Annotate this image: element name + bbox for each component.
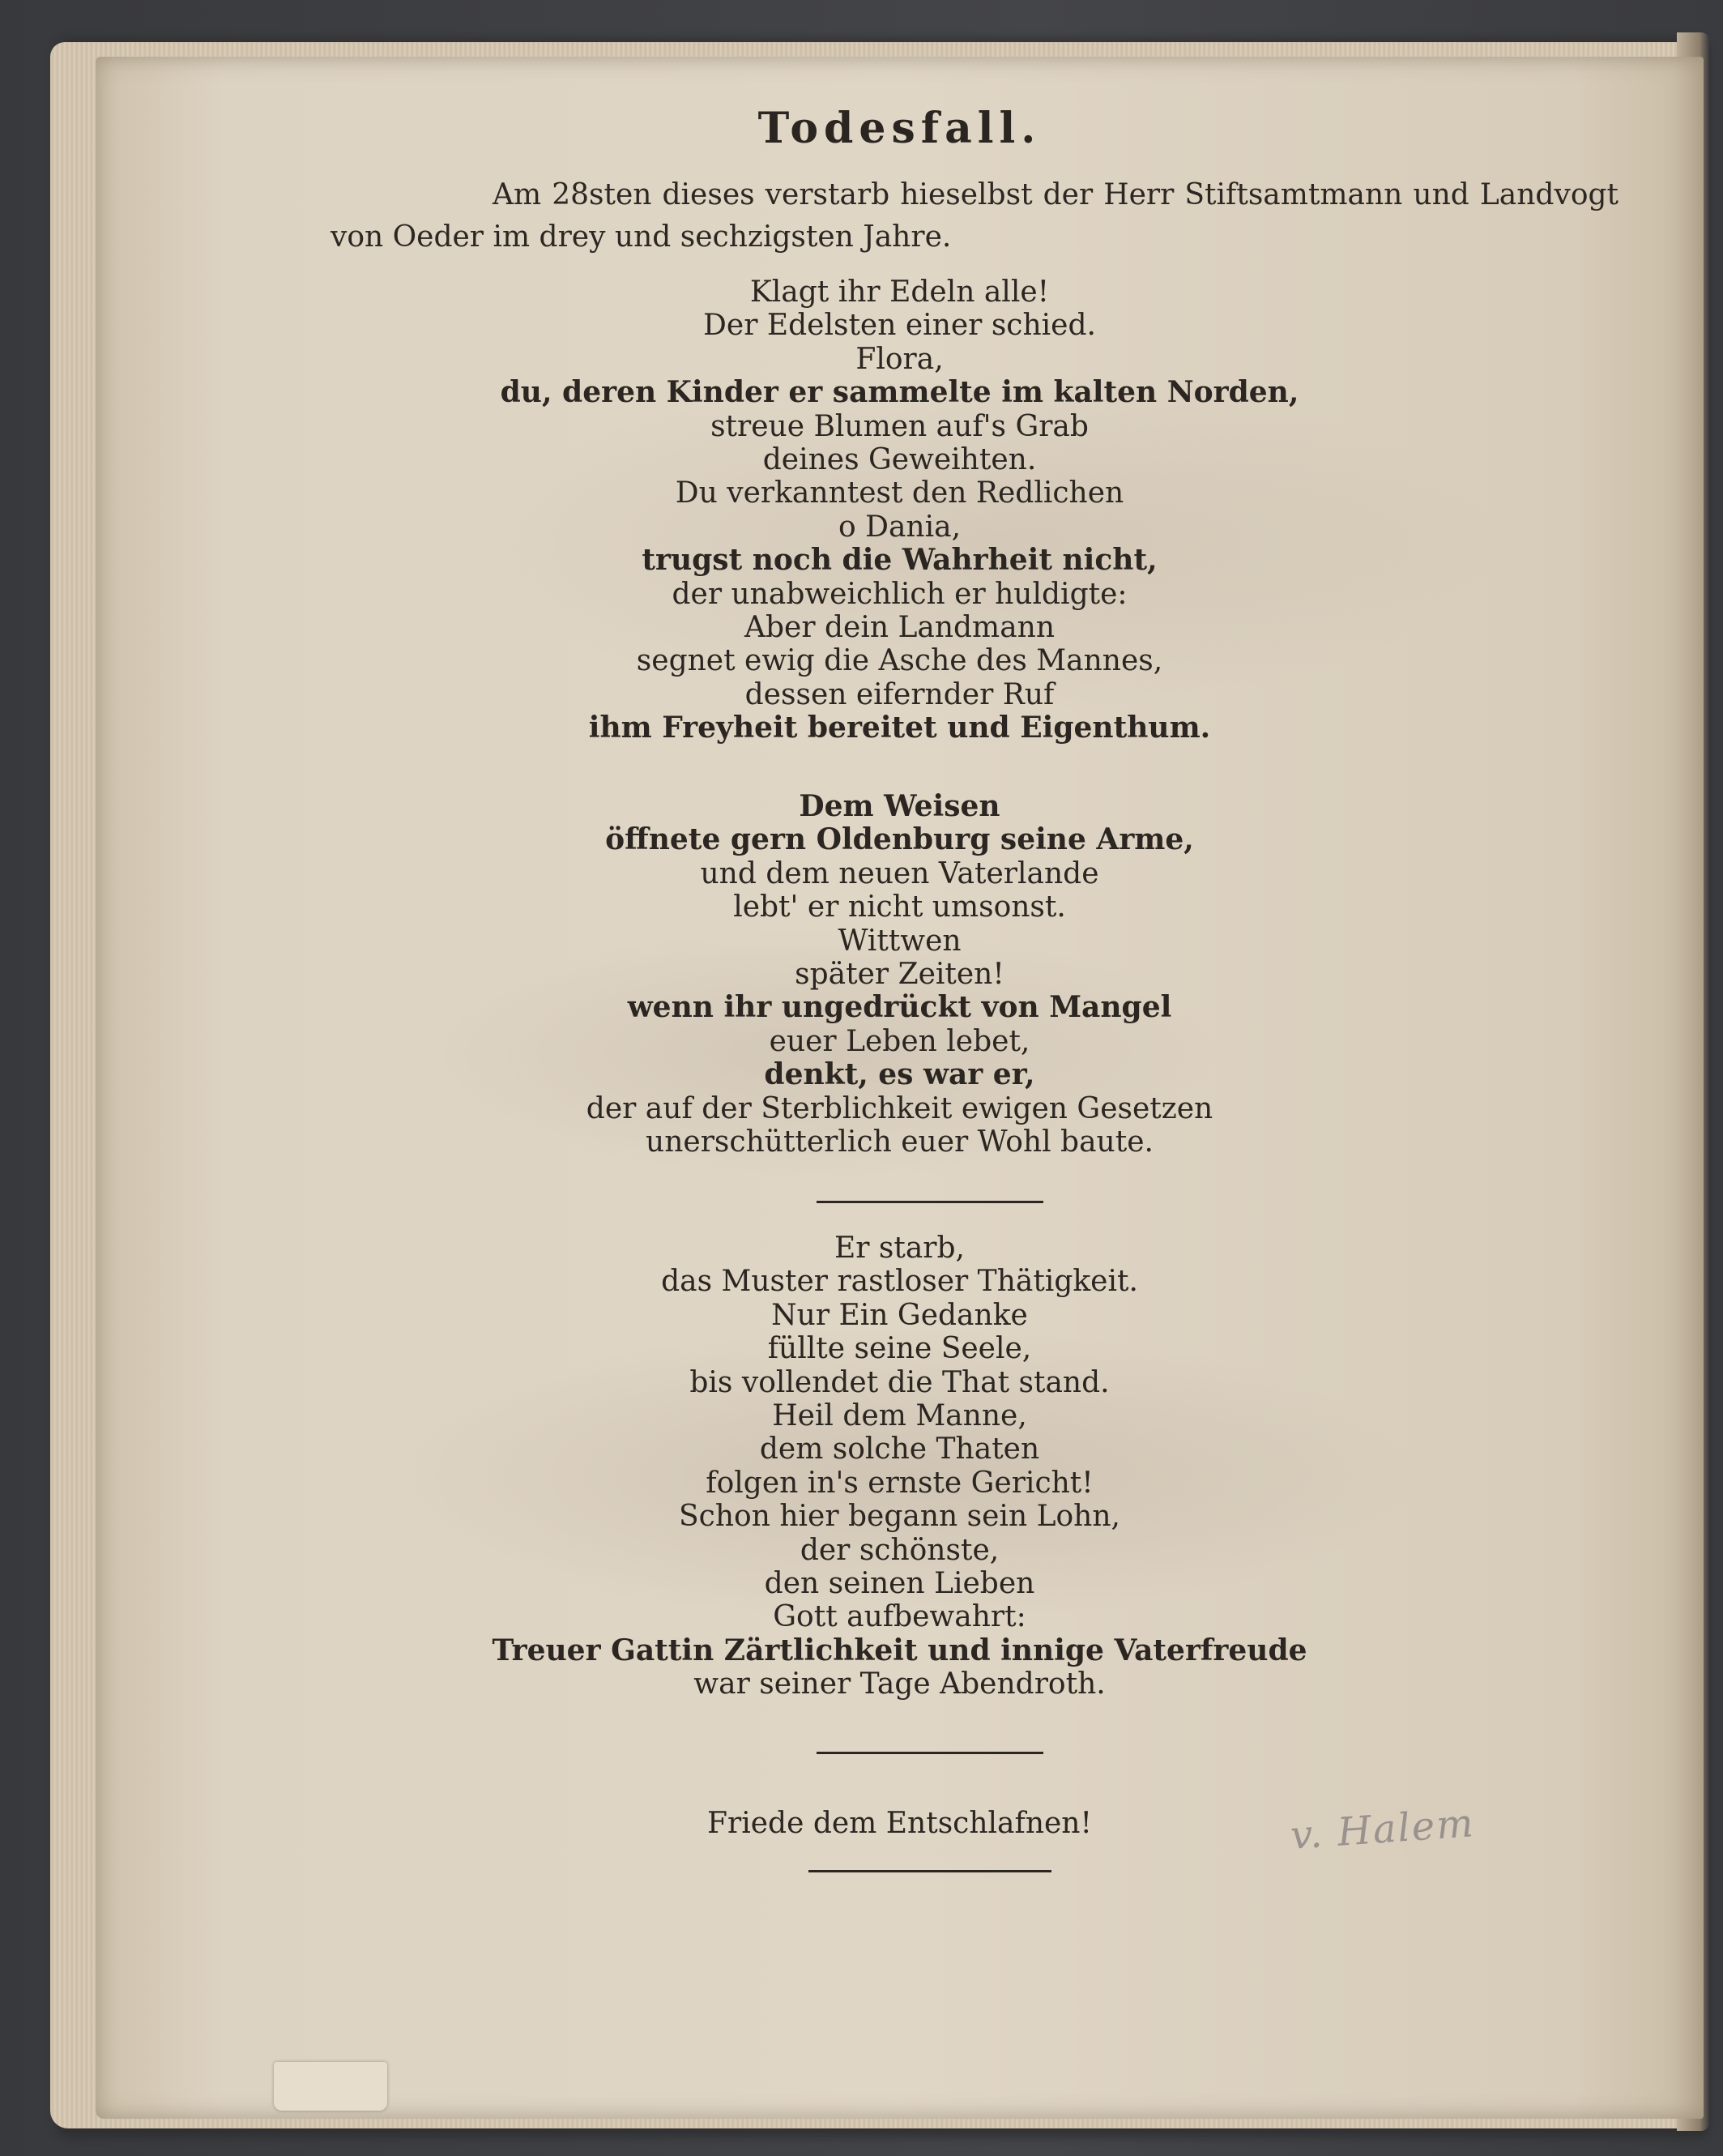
poem-line: denkt, es war er, [764,1057,1035,1092]
poem-line: den seinen Lieben [764,1567,1035,1601]
divider-rule [808,1870,1051,1872]
poem-line: ihm Freyheit bereitet und Eigenthum. [588,711,1211,745]
poem-line: trugst noch die Wahrheit nicht, [642,543,1158,578]
poem-line: Du verkanntest den Redlichen [675,476,1124,510]
poem-line: Wittwen [838,924,962,958]
poem-line: der unabweichlich er huldigte: [672,577,1128,611]
poem-line: das Muster rastloser Thätigkeit. [661,1265,1138,1299]
poem-line: füllte seine Seele, [767,1332,1032,1366]
poem-line: o Dania, [838,510,962,544]
paper-tear [274,2062,387,2111]
poem-line: Nur Ein Gedanke [771,1298,1028,1332]
poem-line: segnet ewig die Asche des Mannes, [636,644,1163,678]
poem-line: Er starb, [834,1232,966,1265]
article-title: Todesfall. [757,104,1042,153]
article-intro: Am 28sten dieses verstarb hieselbst der Herr Stiftsamtmann und Landvogt von Oeder im drey und sechzigsten Jahre. [331,178,1619,254]
poem-line: öffnete gern Oldenburg seine Arme, [605,822,1194,857]
poem-line: Aber dein Landmann [744,611,1056,645]
divider-rule [817,1201,1043,1203]
handwritten-signature: v. Halem [1289,1800,1477,1859]
poem-line: Treuer Gattin Zärtlichkeit und innige Vaterfreude [492,1633,1307,1667]
divider-rule [817,1752,1043,1754]
poem-line: dem solche Thaten [759,1432,1040,1467]
poem-line: du, deren Kinder er sammelte im kalten Norden, [500,375,1299,410]
poem-line: dessen eifernder Ruf [744,677,1055,711]
poem-line: Flora, [855,342,944,376]
poem-line: Schon hier begann sein Lohn, [679,1500,1120,1534]
poem-line: lebt' er nicht umsonst. [733,890,1066,924]
poem-line: der auf der Sterblichkeit ewigen Gesetzen [586,1091,1213,1125]
poem-line: wenn ihr ungedrückt von Mangel [627,990,1172,1025]
poem-line: unerschütterlich euer Wohl baute. [646,1125,1154,1159]
poem-line: Heil dem Manne, [772,1399,1027,1433]
poem-line: Klagt ihr Edeln alle! [749,275,1050,309]
poem-line: bis vollendet die That stand. [689,1365,1110,1399]
poem-line: Gott aufbewahrt: [773,1600,1026,1634]
poem-line: Der Edelsten einer schied. [703,309,1096,343]
closing-text: Friede dem Entschlafnen! [707,1807,1092,1840]
poem-line: der schönste, [800,1533,1000,1567]
poem-line: später Zeiten! [795,958,1004,992]
poem-line: streue Blumen auf's Grab [710,409,1089,443]
poem-line: euer Leben lebet, [769,1024,1030,1058]
poem-line: deines Geweihten. [762,443,1037,477]
poem-line: Dem Weisen [799,789,1000,823]
poem-stanza-1 [96,275,1704,745]
page-content [96,57,1704,2119]
poem-stanza-2 [96,790,1704,1159]
poem-line: war seiner Tage Abendroth. [693,1667,1106,1701]
poem-line: folgen in's ernste Gericht! [706,1466,1094,1500]
poem-stanza-3 [96,1232,1704,1701]
poem-line: und dem neuen Vaterlande [700,856,1099,890]
